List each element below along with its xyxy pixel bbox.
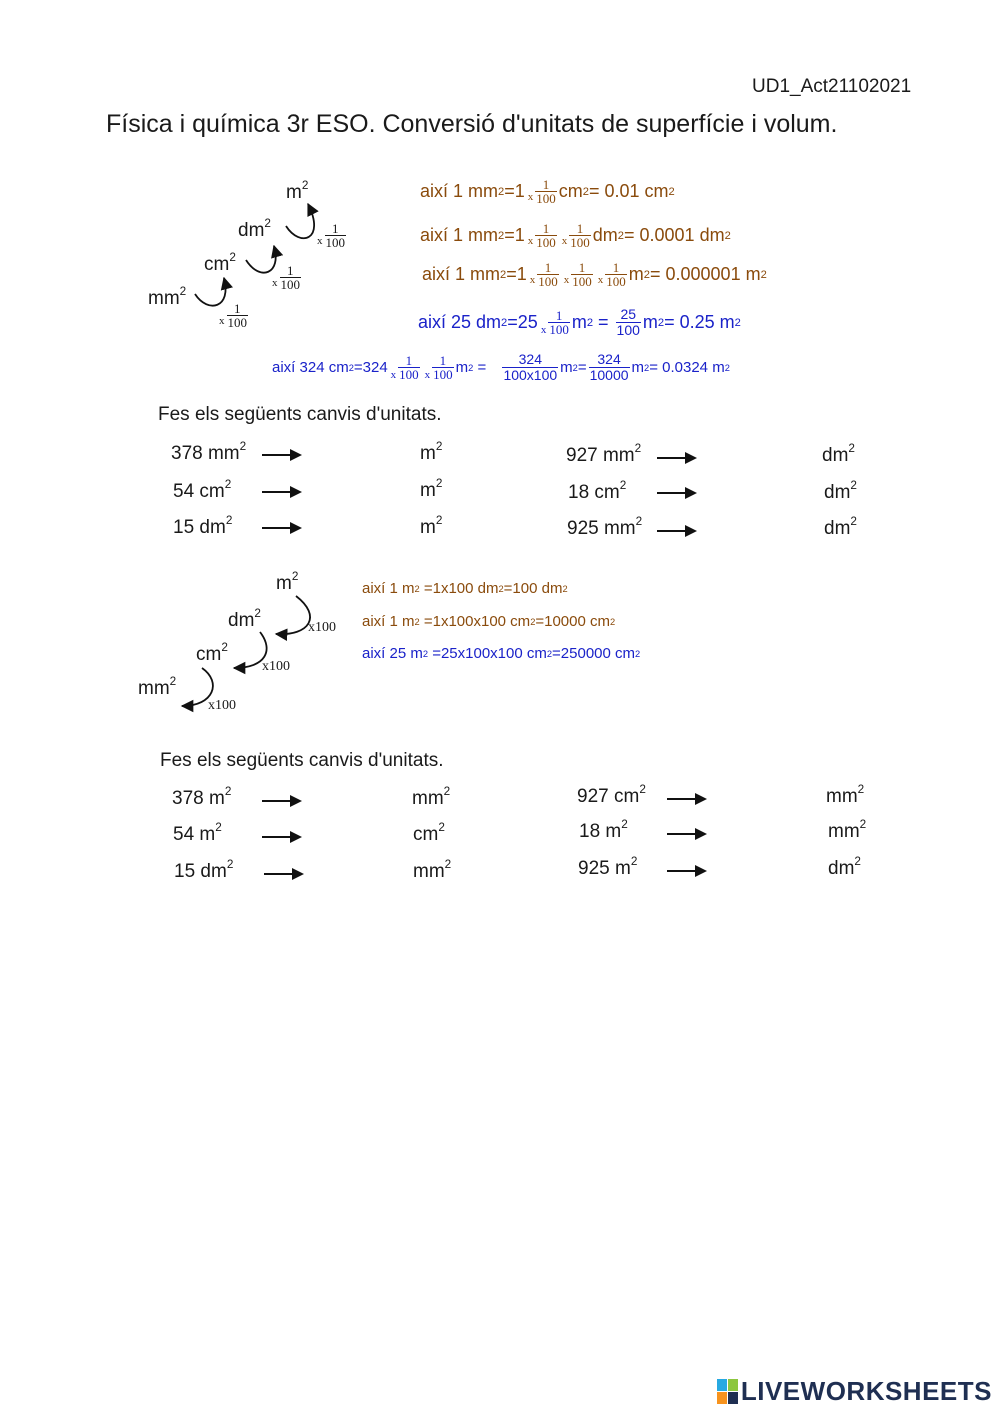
exercise-to: $dm^2$: [824, 515, 857, 539]
ladder2-arrows: [130, 580, 350, 720]
arrow-right-icon: [657, 486, 697, 500]
ladder1-unit-dm: $dm^2$: [238, 217, 271, 241]
exercise-from: 378 $m^2$: [172, 785, 232, 809]
exercise-to: $cm^2$: [413, 821, 445, 845]
arrow-right-icon: [262, 448, 302, 462]
document-id: UD1_Act21102021: [752, 76, 912, 97]
exercise-from: 18 $m^2$: [579, 818, 628, 842]
ladder1-arrows: [140, 190, 360, 340]
exercise-to: $m^2$: [420, 477, 443, 501]
liveworksheets-logo-icon: [717, 1379, 738, 1404]
section2-heading: Fes els següents canvis d'unitats.: [160, 750, 444, 771]
exercise-from: 54 $m^2$: [173, 821, 222, 845]
exercise-from: 927 $mm^2$: [566, 442, 642, 466]
arrow-right-icon: [657, 451, 697, 465]
arrow-right-icon: [667, 827, 707, 841]
exercise-to: $m^2$: [420, 514, 443, 538]
ladder1-factor-1: x 1 100: [219, 301, 247, 330]
ladder2-unit-dm: $dm^2$: [228, 607, 261, 631]
ladder1-arrow-dm-m: [286, 204, 314, 238]
ladder1-unit-m: $m^2$: [286, 179, 309, 203]
page-title: Física i química 3r ESO. Conversió d'unitats de superfície i volum.: [106, 110, 838, 138]
example-mm2-to-cm2: així 1 mm 2 =1 x 1 100 cm 2 = 0.01 cm 2: [420, 177, 675, 206]
ladder1-unit-cm: $cm^2$: [204, 251, 236, 275]
exercise-to: $m^2$: [420, 440, 443, 464]
section1-heading: Fes els següents canvis d'unitats.: [158, 404, 442, 425]
example-cm2-to-m2: així 324 cm 2 =324 x 1 100 x 1 100 m 2 = $\frac{324}{100x100}$ m 2 = $\frac{324}{10000}$ m 2 = 0.0324 m 2: [272, 351, 730, 383]
exercise-from: 925 $mm^2$: [567, 515, 643, 539]
ladder2-unit-mm: $mm^2$: [138, 675, 177, 699]
arrow-right-icon: [262, 485, 302, 499]
example-mm2-to-m2: així 1 mm 2 =1 x 1 100 x 1 100 x 1 100 m 2 = 0.000001 m 2: [422, 260, 767, 289]
ladder2-factor-1: x100: [308, 620, 336, 635]
exercise-to: $dm^2$: [828, 855, 861, 879]
exercise-to: $dm^2$: [822, 442, 855, 466]
exercise-from: 15 $dm^2$: [173, 514, 233, 538]
arrow-right-icon: [262, 794, 302, 808]
ladder2-arrow-m-dm: [276, 596, 310, 634]
exercise-from: 927 $cm^2$: [577, 783, 646, 807]
arrow-right-icon: [262, 521, 302, 535]
exercise-from: 54 $cm^2$: [173, 478, 232, 502]
exercise-from: 925 $m^2$: [578, 855, 638, 879]
example-dm2-to-m2: així 25 dm 2 =25 x 1 100 m 2 = $\frac{25}{100}$ m 2 = 0.25 m 2: [418, 306, 741, 338]
arrow-right-icon: [262, 830, 302, 844]
watermark-text: LIVEWORKSHEETS: [740, 1376, 992, 1406]
exercise-to: $mm^2$: [413, 858, 452, 882]
exercise-from: 18 $cm^2$: [568, 479, 627, 503]
arrow-right-icon: [667, 792, 707, 806]
exercise-from: 15 $dm^2$: [174, 858, 234, 882]
arrow-right-icon: [657, 524, 697, 538]
ladder2-unit-m: $m^2$: [276, 570, 299, 594]
example-m2-to-cm2: així 1 m 2 =1x100x100 cm 2 =10000 cm 2: [362, 613, 616, 630]
exercise-to: $mm^2$: [412, 785, 451, 809]
exercise-to: $mm^2$: [826, 783, 865, 807]
example-mm2-to-dm2: així 1 mm 2 =1 x 1 100 x 1 100 dm 2 = 0.0001 dm 2: [420, 221, 731, 250]
exercise-to: $mm^2$: [828, 818, 867, 842]
ladder2-unit-cm: $cm^2$: [196, 641, 228, 665]
ladder1-factor-3: x 1 100: [317, 221, 345, 250]
arrow-right-icon: [264, 867, 304, 881]
ladder1-unit-mm: $mm^2$: [148, 285, 187, 309]
ladder2-factor-2: x100: [262, 659, 290, 674]
example-25m2-to-cm2: així 25 m 2 =25x100x100 cm 2 =250000 cm 2: [362, 645, 641, 662]
exercise-to: $dm^2$: [824, 479, 857, 503]
example-m2-to-dm2: així 1 m 2 =1x100 dm 2 =100 dm 2: [362, 580, 568, 597]
ladder2-factor-3: x100: [208, 698, 236, 713]
liveworksheets-watermark: [717, 1376, 992, 1407]
ladder1-factor-2: x 1 100: [272, 263, 300, 292]
exercise-from: 378 $mm^2$: [171, 440, 247, 464]
arrow-right-icon: [667, 864, 707, 878]
